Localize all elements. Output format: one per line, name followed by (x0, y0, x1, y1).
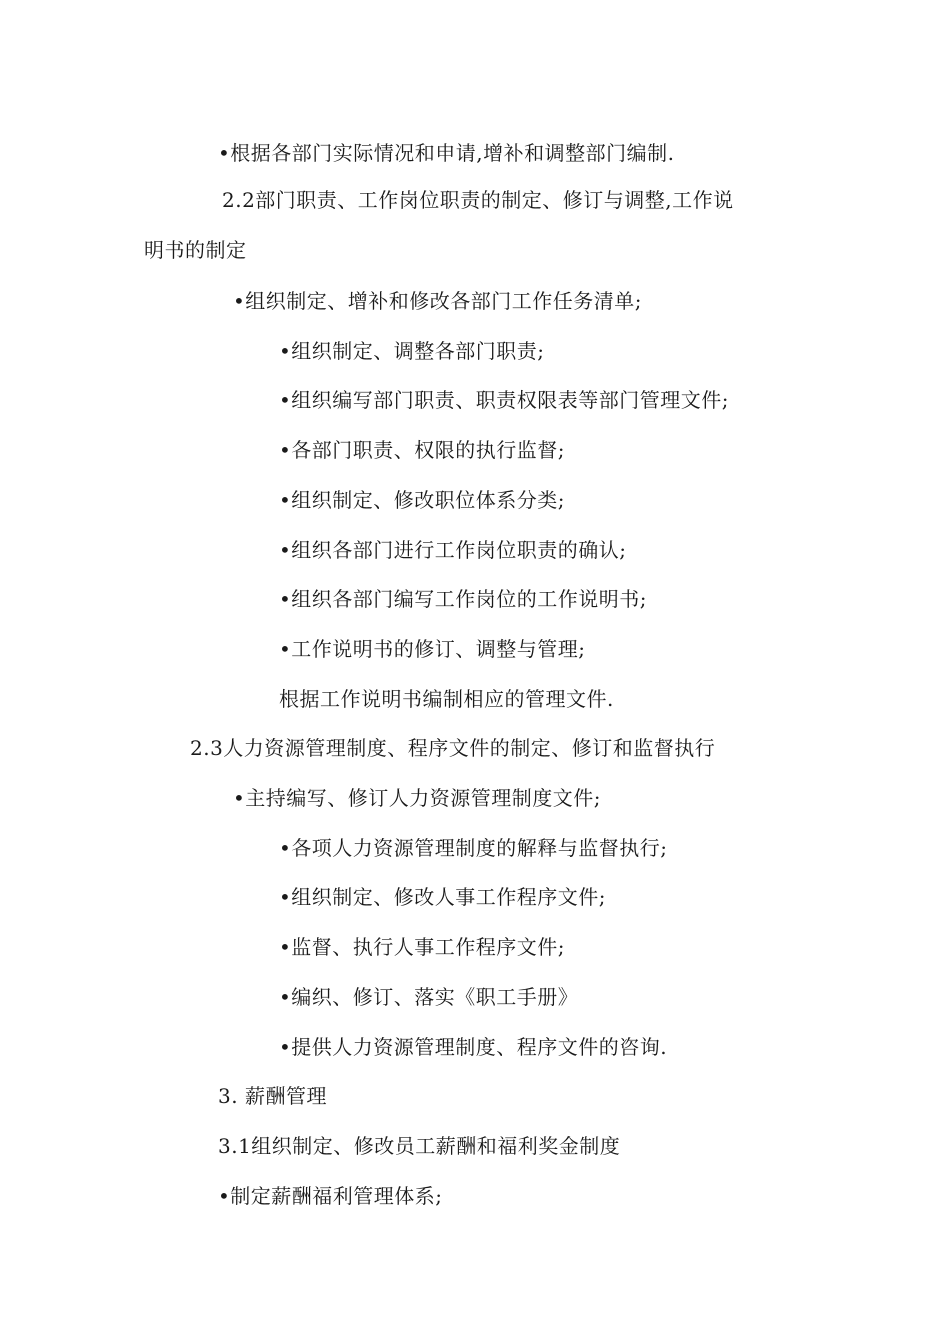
text-line: •主持编写、修订人力资源管理制度文件; (233, 786, 602, 810)
text-line: •各项人力资源管理制度的解释与监督执行; (279, 836, 668, 860)
text-line: •组织制定、调整各部门职责; (279, 339, 545, 363)
text-line: •各部门职责、权限的执行监督; (279, 438, 566, 462)
text-line: •工作说明书的修订、调整与管理; (279, 637, 586, 661)
text-line: •组织制定、修改职位体系分类; (279, 488, 566, 512)
section-heading: 3. 薪酬管理 (218, 1084, 327, 1108)
section-heading: 2.2部门职责、工作岗位职责的制定、修订与调整,工作说 (222, 188, 734, 212)
text-line: •组织各部门编写工作岗位的工作说明书; (279, 587, 648, 611)
text-line: •组织制定、增补和修改各部门工作任务清单; (233, 289, 643, 313)
section-heading-continued: 明书的制定 (144, 238, 247, 262)
text-line: •组织编写部门职责、职责权限表等部门管理文件; (279, 388, 730, 412)
section-heading: 3.1组织制定、修改员工薪酬和福利奖金制度 (218, 1134, 621, 1158)
text-line: •根据各部门实际情况和申请,增补和调整部门编制. (218, 141, 675, 165)
text-line: •组织各部门进行工作岗位职责的确认; (279, 538, 627, 562)
text-line: •编织、修订、落实《职工手册》 (279, 985, 579, 1009)
section-heading: 2.3人力资源管理制度、程序文件的制定、修订和监督执行 (190, 736, 716, 760)
text-line: •制定薪酬福利管理体系; (218, 1184, 443, 1208)
text-line: 根据工作说明书编制相应的管理文件. (279, 687, 614, 711)
text-line: •监督、执行人事工作程序文件; (279, 935, 566, 959)
text-line: •组织制定、修改人事工作程序文件; (279, 885, 607, 909)
text-line: •提供人力资源管理制度、程序文件的咨询. (279, 1035, 668, 1059)
